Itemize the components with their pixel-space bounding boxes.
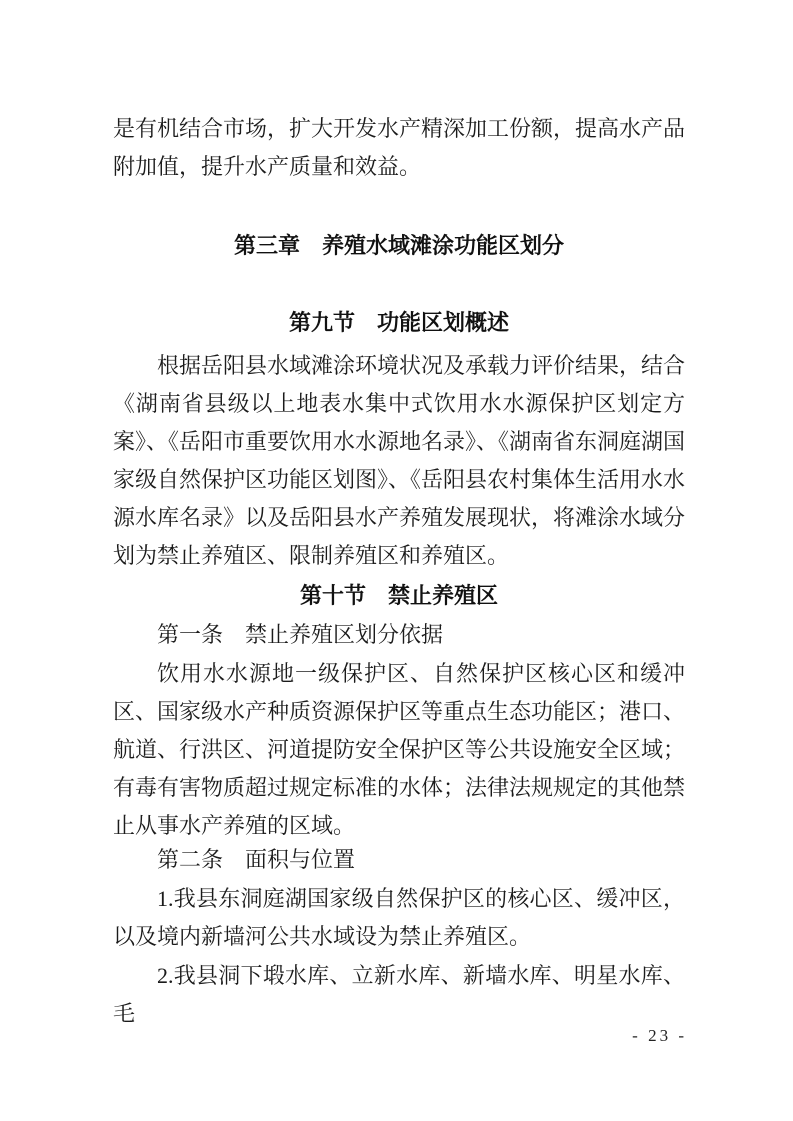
paragraph-overview: 根据岳阳县水域滩涂环境状况及承载力评价结果，结合《湖南省县级以上地表水集中式饮用水水源保护区划定方案》、《岳阳市重要饮用水水源地名录》、《湖南省东洞庭湖国家级自然保护区功能区划图》、《岳阳县农村集体生活用水水源水库名录》以及岳阳县水产养殖发展现状，将滩涂水域分划为禁止养殖区、限制养殖区和养殖区。 [113,353,686,568]
list-item-1: 1.我县东洞庭湖国家级自然保护区的核心区、缓冲区，以及境内新墙河公共水域设为禁止养殖区。 [113,886,685,949]
list-item-2: 2.我县洞下塅水库、立新水库、新墙水库、明星水库、毛 [113,963,685,1026]
paragraph-continuation: 是有机结合市场，扩大开发水产精深加工份额，提高水产品附加值，提升水产质量和效益。 [113,116,686,179]
section-heading-overview: 第九节 功能区划概述 [288,310,509,335]
chapter-heading: 第三章 养殖水域滩涂功能区划分 [233,233,564,258]
page-number: - 23 - [632,1026,687,1045]
paragraph-article-1: 饮用水水源地一级保护区、自然保护区核心区和缓冲区、国家级水产种质资源保护区等重点生态功能区；港口、航道、行洪区、河道提防安全保护区等公共设施安全区域；有毒有害物质超过规定标准的水体；法律法规规定的其他禁止从事水产养殖的区域。 [113,661,686,838]
section-heading-prohibited: 第十节 禁止养殖区 [299,583,498,608]
article-2-heading: 第二条 面积与位置 [157,847,356,872]
article-1-heading: 第一条 禁止养殖区划分依据 [157,622,444,647]
